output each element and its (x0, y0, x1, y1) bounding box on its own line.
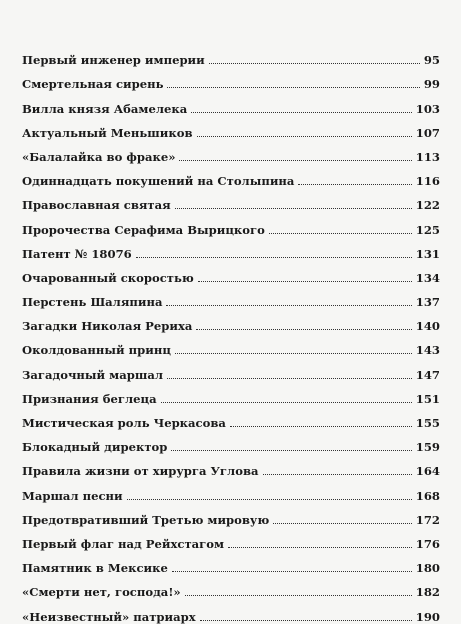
dot-leader (179, 160, 411, 161)
toc-entry (22, 406, 440, 430)
dot-leader (298, 184, 411, 185)
dot-leader (167, 87, 419, 88)
dot-leader (200, 620, 412, 621)
toc-entry-page: 151 (415, 391, 440, 406)
toc-entry-title: Одиннадцать покушений на Столыпина (22, 174, 295, 189)
toc-entry (22, 116, 440, 140)
toc-entry-page: 131 (415, 246, 440, 261)
dot-leader (198, 281, 412, 282)
toc-entry (22, 91, 440, 115)
toc-entry-title: «Балалайка во фраке» (22, 149, 176, 164)
toc-entry (22, 575, 440, 599)
dot-leader (172, 571, 412, 572)
toc-entry (22, 599, 440, 623)
toc-entry-page: 172 (415, 512, 440, 527)
toc-entry-title: Перстень Шаляпина (22, 295, 163, 310)
dot-leader (166, 305, 411, 306)
toc-entry (22, 527, 440, 551)
toc-entry-title: Блокадный директор (22, 440, 168, 455)
toc-entry (22, 164, 440, 188)
toc-entry-title: Признания беглеца (22, 391, 157, 406)
toc-entry-title: Пророчества Серафима Вырицкого (22, 222, 265, 237)
toc-entry (22, 357, 440, 381)
toc-entry (22, 430, 440, 454)
toc-entry-page: 180 (415, 561, 440, 576)
dot-leader (273, 523, 412, 524)
toc-entry-title: Православная святая (22, 198, 171, 213)
toc-entry-page: 107 (415, 125, 440, 140)
toc-entry-title: Загадочный маршал (22, 367, 164, 382)
toc-entry-title: Смертельная сирень (22, 77, 164, 92)
toc-entry (22, 551, 440, 575)
toc-entry-title: Очарованный скоростью (22, 270, 194, 285)
toc-entry-title: Околдованный принц (22, 343, 171, 358)
toc-entry-page: 137 (415, 295, 440, 310)
toc-entry-page: 113 (415, 149, 440, 164)
dot-leader (196, 329, 411, 330)
toc-entry (22, 285, 440, 309)
toc-entry-title: Первый флаг над Рейхстагом (22, 536, 225, 551)
toc-entry-page: 147 (415, 367, 440, 382)
toc-entry (22, 478, 440, 502)
toc-entry-page: 125 (415, 222, 440, 237)
toc-entry (22, 382, 440, 406)
dot-leader (161, 402, 412, 403)
toc-entry-page: 164 (415, 464, 440, 479)
toc-entry-page: 103 (415, 101, 440, 116)
toc-entry (22, 503, 440, 527)
toc-entry-page: 182 (415, 585, 440, 600)
toc-entry-page: 99 (423, 77, 440, 92)
dot-leader (175, 208, 412, 209)
toc-entry-page: 155 (415, 416, 440, 430)
dot-leader (185, 595, 412, 596)
toc-entry (22, 212, 440, 236)
dot-leader (269, 233, 412, 234)
toc-entry (22, 454, 440, 478)
toc-entry-page: 143 (415, 343, 440, 358)
dot-leader (175, 353, 412, 354)
dot-leader (197, 136, 412, 137)
toc-entry (22, 140, 440, 164)
toc-entry-page: 95 (423, 53, 440, 68)
toc-entry (22, 261, 440, 285)
toc-entry (22, 333, 440, 357)
dot-leader (263, 474, 412, 475)
toc-entry-title: Первый инженер империи (22, 53, 205, 68)
toc-entry-page: 190 (415, 609, 440, 624)
dot-leader (127, 499, 412, 500)
toc-entry (22, 67, 440, 91)
dot-leader (171, 450, 411, 451)
toc-entry-title: «Смерти нет, господа!» (22, 585, 181, 600)
dot-leader (191, 112, 412, 113)
toc-entry-page: 122 (415, 198, 440, 213)
toc-entry-title: Правила жизни от хирурга Углова (22, 464, 259, 479)
toc-entry-title: Патент № 18076 (22, 246, 132, 261)
toc-entry-page: 176 (415, 536, 440, 551)
dot-leader (136, 257, 412, 258)
toc-entry-title: Памятник в Мексике (22, 561, 168, 576)
dot-leader (209, 63, 420, 64)
toc-entry-page: 134 (415, 270, 440, 285)
toc-entry-page: 116 (415, 174, 440, 189)
toc-entry-title: Загадки Николая Рериха (22, 319, 193, 334)
toc-entry (22, 309, 440, 333)
toc-entry-title: Маршал песни (22, 488, 123, 503)
toc-entry-title: Актуальный Меньшиков (22, 125, 193, 140)
toc-entry-page: 168 (415, 488, 440, 503)
toc-entry-title: Вилла князя Абамелека (22, 101, 188, 116)
dot-leader (167, 378, 412, 379)
table-of-contents (22, 43, 440, 624)
toc-entry (22, 43, 440, 67)
dot-leader (228, 547, 412, 548)
toc-entry-title: Мистическая роль Черкасова (22, 416, 226, 430)
toc-entry-title: «Неизвестный» патриарх (22, 609, 196, 624)
toc-entry-title: Предотвративший Третью мировую (22, 512, 270, 527)
toc-entry-page: 159 (415, 440, 440, 455)
toc-entry-page: 140 (415, 319, 440, 334)
toc-entry (22, 237, 440, 261)
toc-entry (22, 188, 440, 212)
dot-leader (230, 426, 412, 427)
